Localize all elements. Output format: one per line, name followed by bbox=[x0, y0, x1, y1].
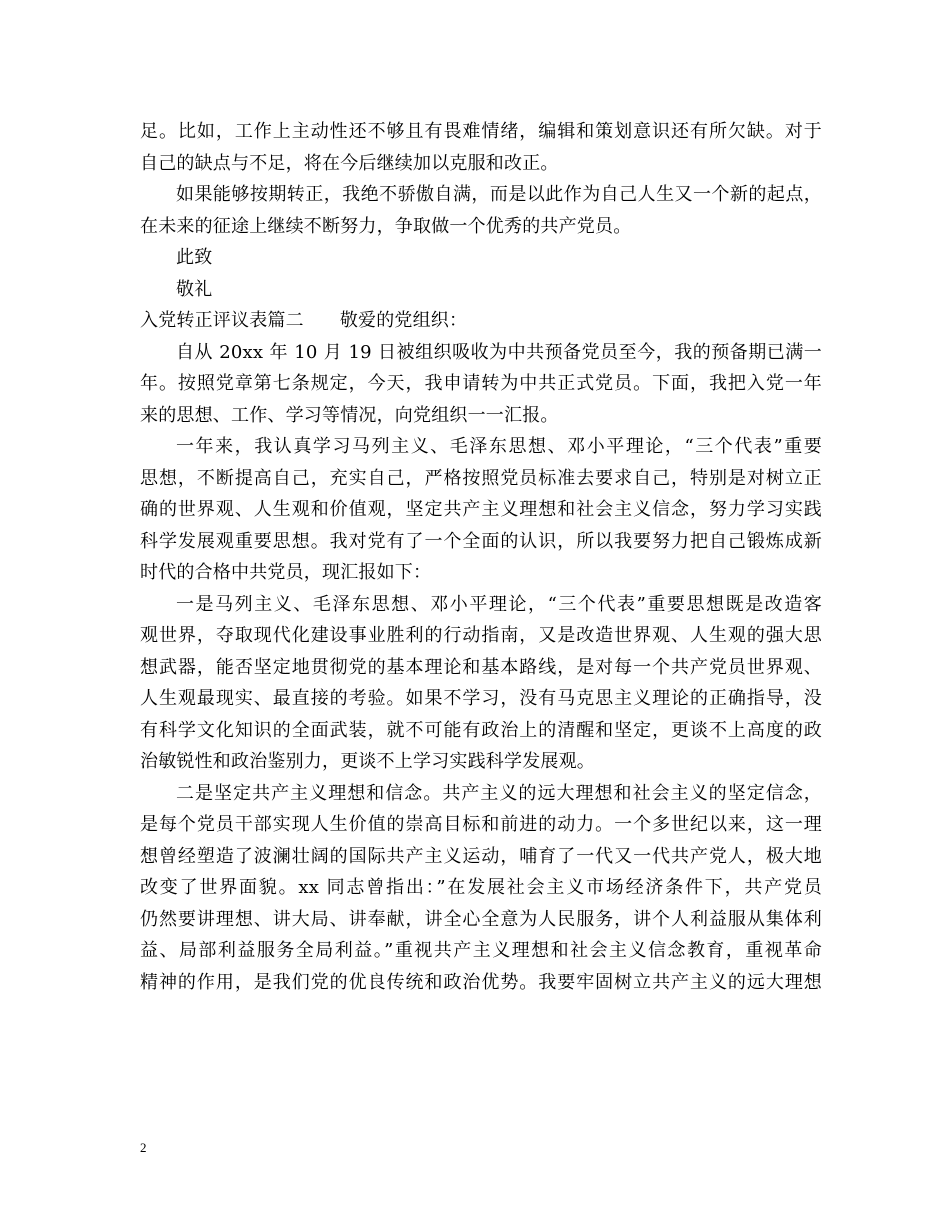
paragraph-start-line: 自从 20xx 年 10 月 19 日被组织吸收为中共预备党员至今，我的预备期已满一 bbox=[176, 341, 822, 363]
text-line: 想武器，能否坚定地贯彻党的基本理论和基本路线，是对每一个共产党员世界观、 bbox=[140, 656, 822, 678]
text-line: 治敏锐性和政治鉴别力，更谈不上学习实践科学发展观。 bbox=[140, 751, 595, 772]
paragraph-start-line: 一是马列主义、毛泽东思想、邓小平理论，“三个代表”重要思想既是改造客 bbox=[176, 593, 822, 615]
text-line: 时代的合格中共党员，现汇报如下： bbox=[140, 562, 432, 583]
section-heading-line bbox=[140, 305, 822, 337]
salutation-line: 此致 bbox=[176, 247, 213, 268]
text-line: 改变了世界面貌。xx 同志曾指出：”在发展社会主义市场经济条件下，共产党员 bbox=[140, 877, 822, 898]
text-line: 足。比如，工作上主动性还不够且有畏难情绪，编辑和策划意识还有所欠缺。对于 bbox=[140, 121, 822, 142]
paragraph-start-line: 如果能够按期转正，我绝不骄傲自满，而是以此作为自己人生又一个新的起点， bbox=[176, 184, 822, 205]
text-line: 是每个党员干部实现人生价值的崇高目标和前进的动力。一个多世纪以来，这一理 bbox=[140, 814, 822, 835]
paragraph-start-line: 二是坚定共产主义理想和信念。共产主义的远大理想和社会主义的坚定信念， bbox=[176, 782, 822, 804]
text-line: 人生观最现实、最直接的考验。如果不学习，没有马克思主义理论的正确指导，没 bbox=[140, 688, 822, 709]
text-line: 自己的缺点与不足，将在今后继续加以克服和改正。 bbox=[140, 152, 559, 174]
document-body bbox=[140, 116, 822, 998]
text-line: 在未来的征途上继续不断努力，争取做一个优秀的共产党员。 bbox=[140, 215, 632, 237]
text-line: 精神的作用，是我们党的优良传统和政治优势。我要牢固树立共产主义的远大理想 bbox=[140, 971, 822, 993]
text-line: 观世界，夺取现代化建设事业胜利的行动指南，又是改造世界观、人生观的强大思 bbox=[140, 625, 822, 646]
text-line: 来的思想、工作、学习等情况，向党组织一一汇报。 bbox=[140, 404, 559, 426]
text-line: 益、局部利益服务全局利益。”重视共产主义理想和社会主义信念教育，重视革命 bbox=[140, 940, 822, 961]
closing-line: 敬礼 bbox=[176, 278, 213, 300]
text-line: 有科学文化知识的全面武装，就不可能有政治上的清醒和坚定，更谈不上高度的政 bbox=[140, 719, 822, 741]
text-line: 确的世界观、人生观和价值观，坚定共产主义理想和社会主义信念，努力学习实践 bbox=[140, 499, 822, 520]
text-line: 科学发展观重要思想。我对党有了一个全面的认识，所以我要努力把自己锻炼成新 bbox=[140, 530, 822, 552]
paragraph-start-line: 一年来，我认真学习马列主义、毛泽东思想、邓小平理论，“三个代表”重要 bbox=[176, 436, 822, 457]
section-title: 入党转正评议表篇二 bbox=[140, 310, 304, 331]
text-line: 年。按照党章第七条规定，今天，我申请转为中共正式党员。下面，我把入党一年 bbox=[140, 373, 822, 394]
text-line: 仍然要讲理想、讲大局、讲奉献，讲全心全意为人民服务，讲个人利益服从集体利 bbox=[140, 908, 822, 930]
text-line: 想曾经塑造了波澜壮阔的国际共产主义运动，哺育了一代又一代共产党人，极大地 bbox=[140, 845, 822, 867]
page-number: 2 bbox=[140, 1140, 147, 1155]
recipient-greeting: 敬爱的党组织： bbox=[339, 310, 468, 331]
text-line: 思想，不断提高自己，充实自己，严格按照党员标准去要求自己，特别是对树立正 bbox=[140, 467, 822, 489]
